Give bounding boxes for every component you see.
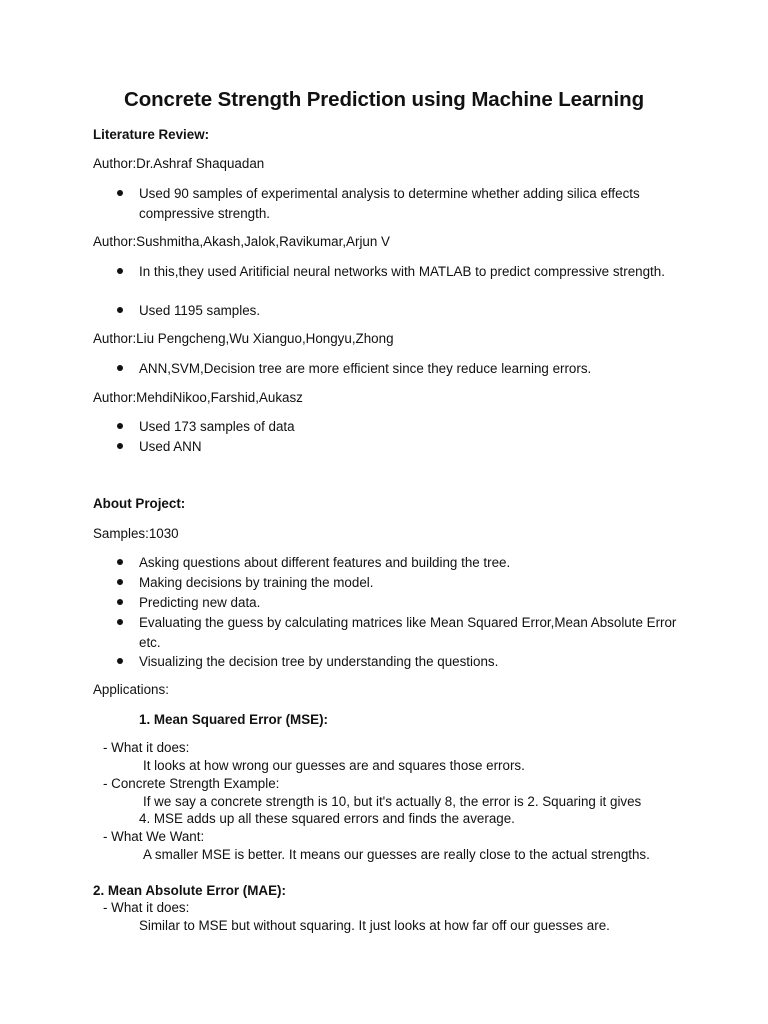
- list-item: Used ANN: [139, 439, 202, 454]
- about-project-heading: About Project:: [93, 496, 186, 511]
- mse-want-label: - What We Want:: [103, 829, 205, 844]
- list-item: Used 1195 samples.: [139, 303, 261, 318]
- mse-example-line: If we say a concrete strength is 10, but it's actually 8, the error is 2. Squaring it gives: [143, 794, 642, 809]
- literature-review-heading: Literature Review:: [93, 127, 210, 142]
- mse-what-text: It looks at how wrong our guesses are and squares those errors.: [143, 758, 525, 773]
- author-line: Author:MehdiNikoo,Farshid,Aukasz: [93, 390, 303, 405]
- list-item: ANN,SVM,Decision tree are more efficient since they reduce learning errors.: [139, 361, 592, 376]
- mse-example-label: - Concrete Strength Example:: [103, 776, 280, 791]
- list-item: Evaluating the guess by calculating matrices like Mean Squared Error,Mean Absolute Error etc.: [139, 615, 677, 650]
- author-line: Author:Dr.Ashraf Shaquadan: [93, 156, 265, 171]
- mae-heading: 2. Mean Absolute Error (MAE):: [93, 883, 286, 898]
- author-line: Author:Liu Pengcheng,Wu Xianguo,Hongyu,Zhong: [93, 331, 394, 346]
- list-item: In this,they used Aritificial neural networks with MATLAB to predict compressive strength.: [139, 264, 665, 279]
- list-item: Used 173 samples of data: [139, 419, 295, 434]
- list-item: Asking questions about different features and building the tree.: [139, 555, 511, 570]
- page-title: Concrete Strength Prediction using Machine Learning: [124, 88, 644, 111]
- list-item: Making decisions by training the model.: [139, 575, 374, 590]
- mae-what-label: - What it does:: [103, 900, 190, 915]
- list-item: Visualizing the decision tree by understanding the questions.: [139, 654, 499, 669]
- samples-line: Samples:1030: [93, 526, 179, 541]
- list-item: Predicting new data.: [139, 595, 261, 610]
- applications-heading: Applications:: [93, 682, 169, 697]
- mse-want-text: A smaller MSE is better. It means our guesses are really close to the actual strengths.: [143, 847, 650, 862]
- mse-heading: 1. Mean Squared Error (MSE):: [139, 712, 328, 727]
- mae-what-text: Similar to MSE but without squaring. It just looks at how far off our guesses are.: [139, 918, 610, 933]
- mse-what-label: - What it does:: [103, 740, 190, 755]
- mse-example-line: 4. MSE adds up all these squared errors and finds the average.: [139, 811, 515, 826]
- list-item: Used 90 samples of experimental analysis to determine whether adding silica effects compressive strength.: [139, 186, 640, 221]
- author-line: Author:Sushmitha,Akash,Jalok,Ravikumar,Arjun V: [93, 234, 390, 249]
